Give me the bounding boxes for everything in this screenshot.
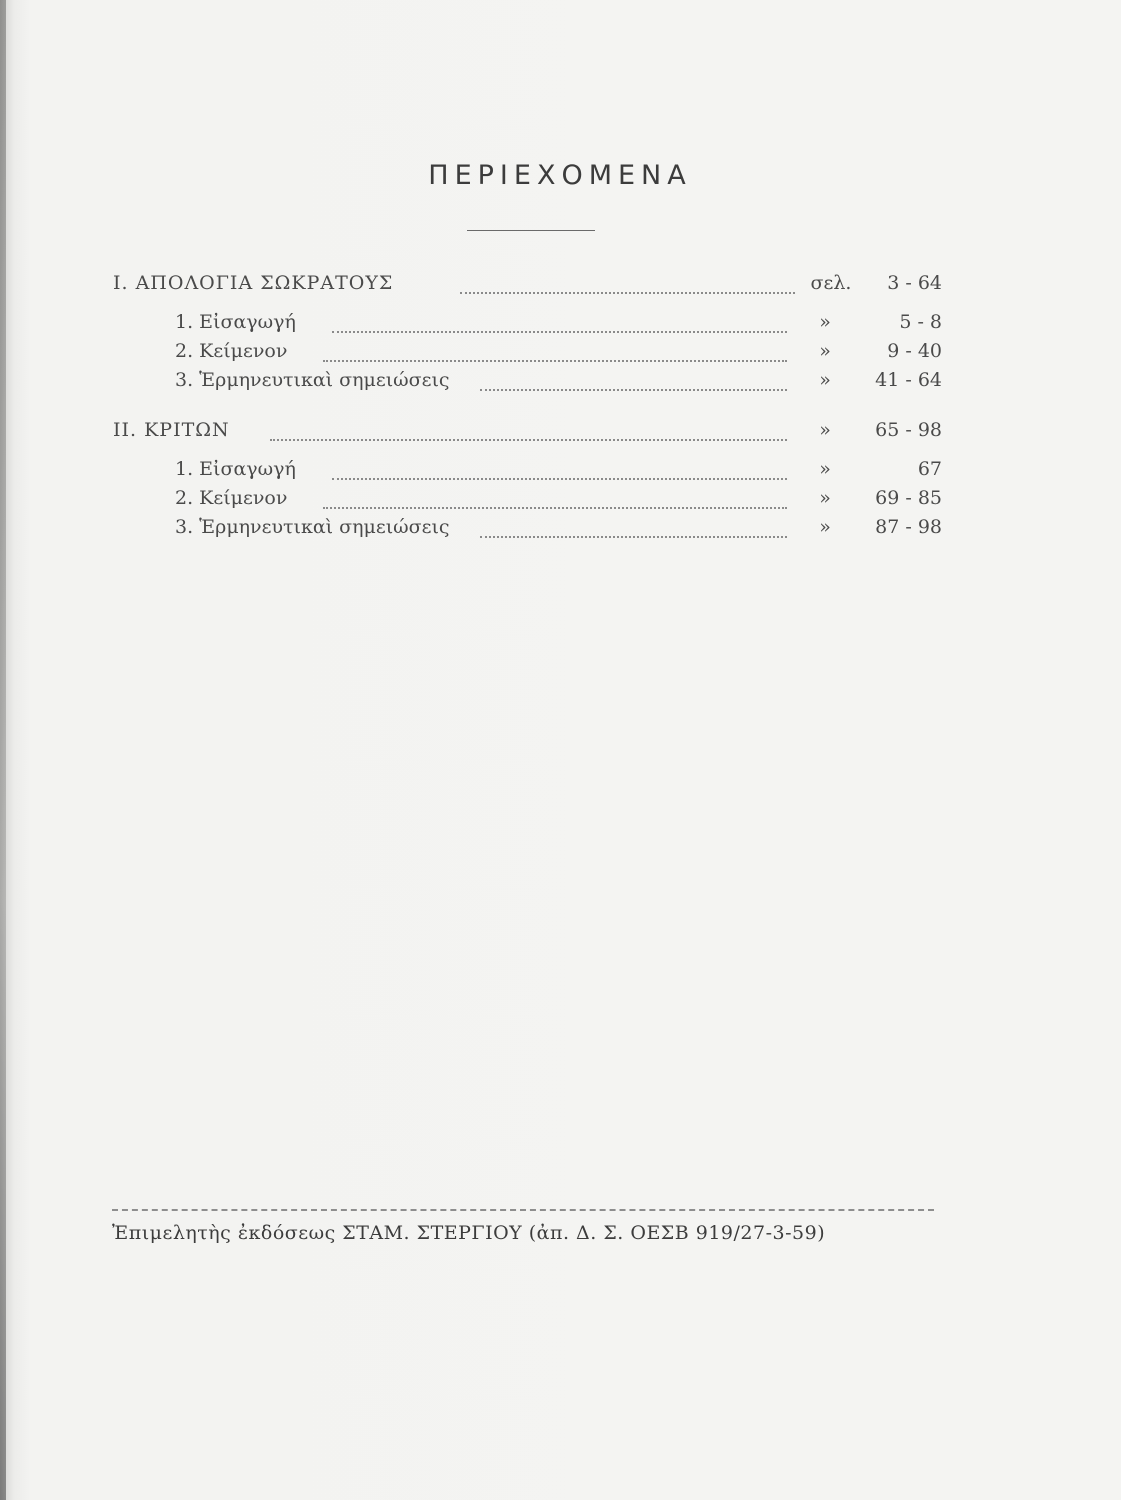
toc-dot-leader [332,458,787,480]
footer-rule [112,1209,934,1212]
editor-credit: Ἐπιμελητὴς ἐκδόσεως ΣΤΑΜ. ΣΤΕΡΓΙΟΥ (ἀπ. Δ. Σ. ΟΕΣΒ 919/27-3-59) [112,1222,826,1244]
toc-item-label: 2. Κείμενον [175,340,288,362]
toc-dot-leader [323,487,787,509]
toc-page-range: 67 [917,458,942,480]
toc-page-range: 41 - 64 [875,369,942,391]
toc-section-label: ΙΙ. ΚΡΙΤΩΝ [113,419,230,441]
toc-ditto-mark: » [819,369,831,391]
page-title: ΠΕΡΙΕΧΟΜΕΝΑ [428,160,692,191]
toc-page-range: 69 - 85 [875,487,942,509]
page-spine-edge [0,0,6,1500]
toc-item-label: 1. Εἰσαγωγή [175,458,296,480]
toc-item-label: 3. Ἑρμηνευτικαὶ σημειώσεις [175,516,450,538]
title-rule [467,230,595,231]
toc-page-range: 65 - 98 [875,419,942,441]
toc-page-range: 9 - 40 [887,340,942,362]
toc-dot-leader [460,272,795,294]
toc-ditto-mark: » [819,419,831,441]
toc-ditto-mark: » [819,311,831,333]
toc-page-abbrev: σελ. [810,272,852,294]
toc-page-range: 87 - 98 [875,516,942,538]
toc-item-label: 1. Εἰσαγωγή [175,311,296,333]
toc-page-range: 5 - 8 [899,311,942,333]
toc-dot-leader [332,311,787,333]
toc-dot-leader [480,369,787,391]
toc-dot-leader [480,516,787,538]
toc-dot-leader [323,340,787,362]
toc-ditto-mark: » [819,340,831,362]
toc-ditto-mark: » [819,487,831,509]
toc-item-label: 2. Κείμενον [175,487,288,509]
toc-ditto-mark: » [819,516,831,538]
toc-page-range: 3 - 64 [887,272,942,294]
toc-dot-leader [270,419,787,441]
toc-ditto-mark: » [819,458,831,480]
toc-item-label: 3. Ἑρμηνευτικαὶ σημειώσεις [175,369,450,391]
toc-section-label: Ι. ΑΠΟΛΟΓΙΑ ΣΩΚΡΑΤΟΥΣ [113,272,394,294]
